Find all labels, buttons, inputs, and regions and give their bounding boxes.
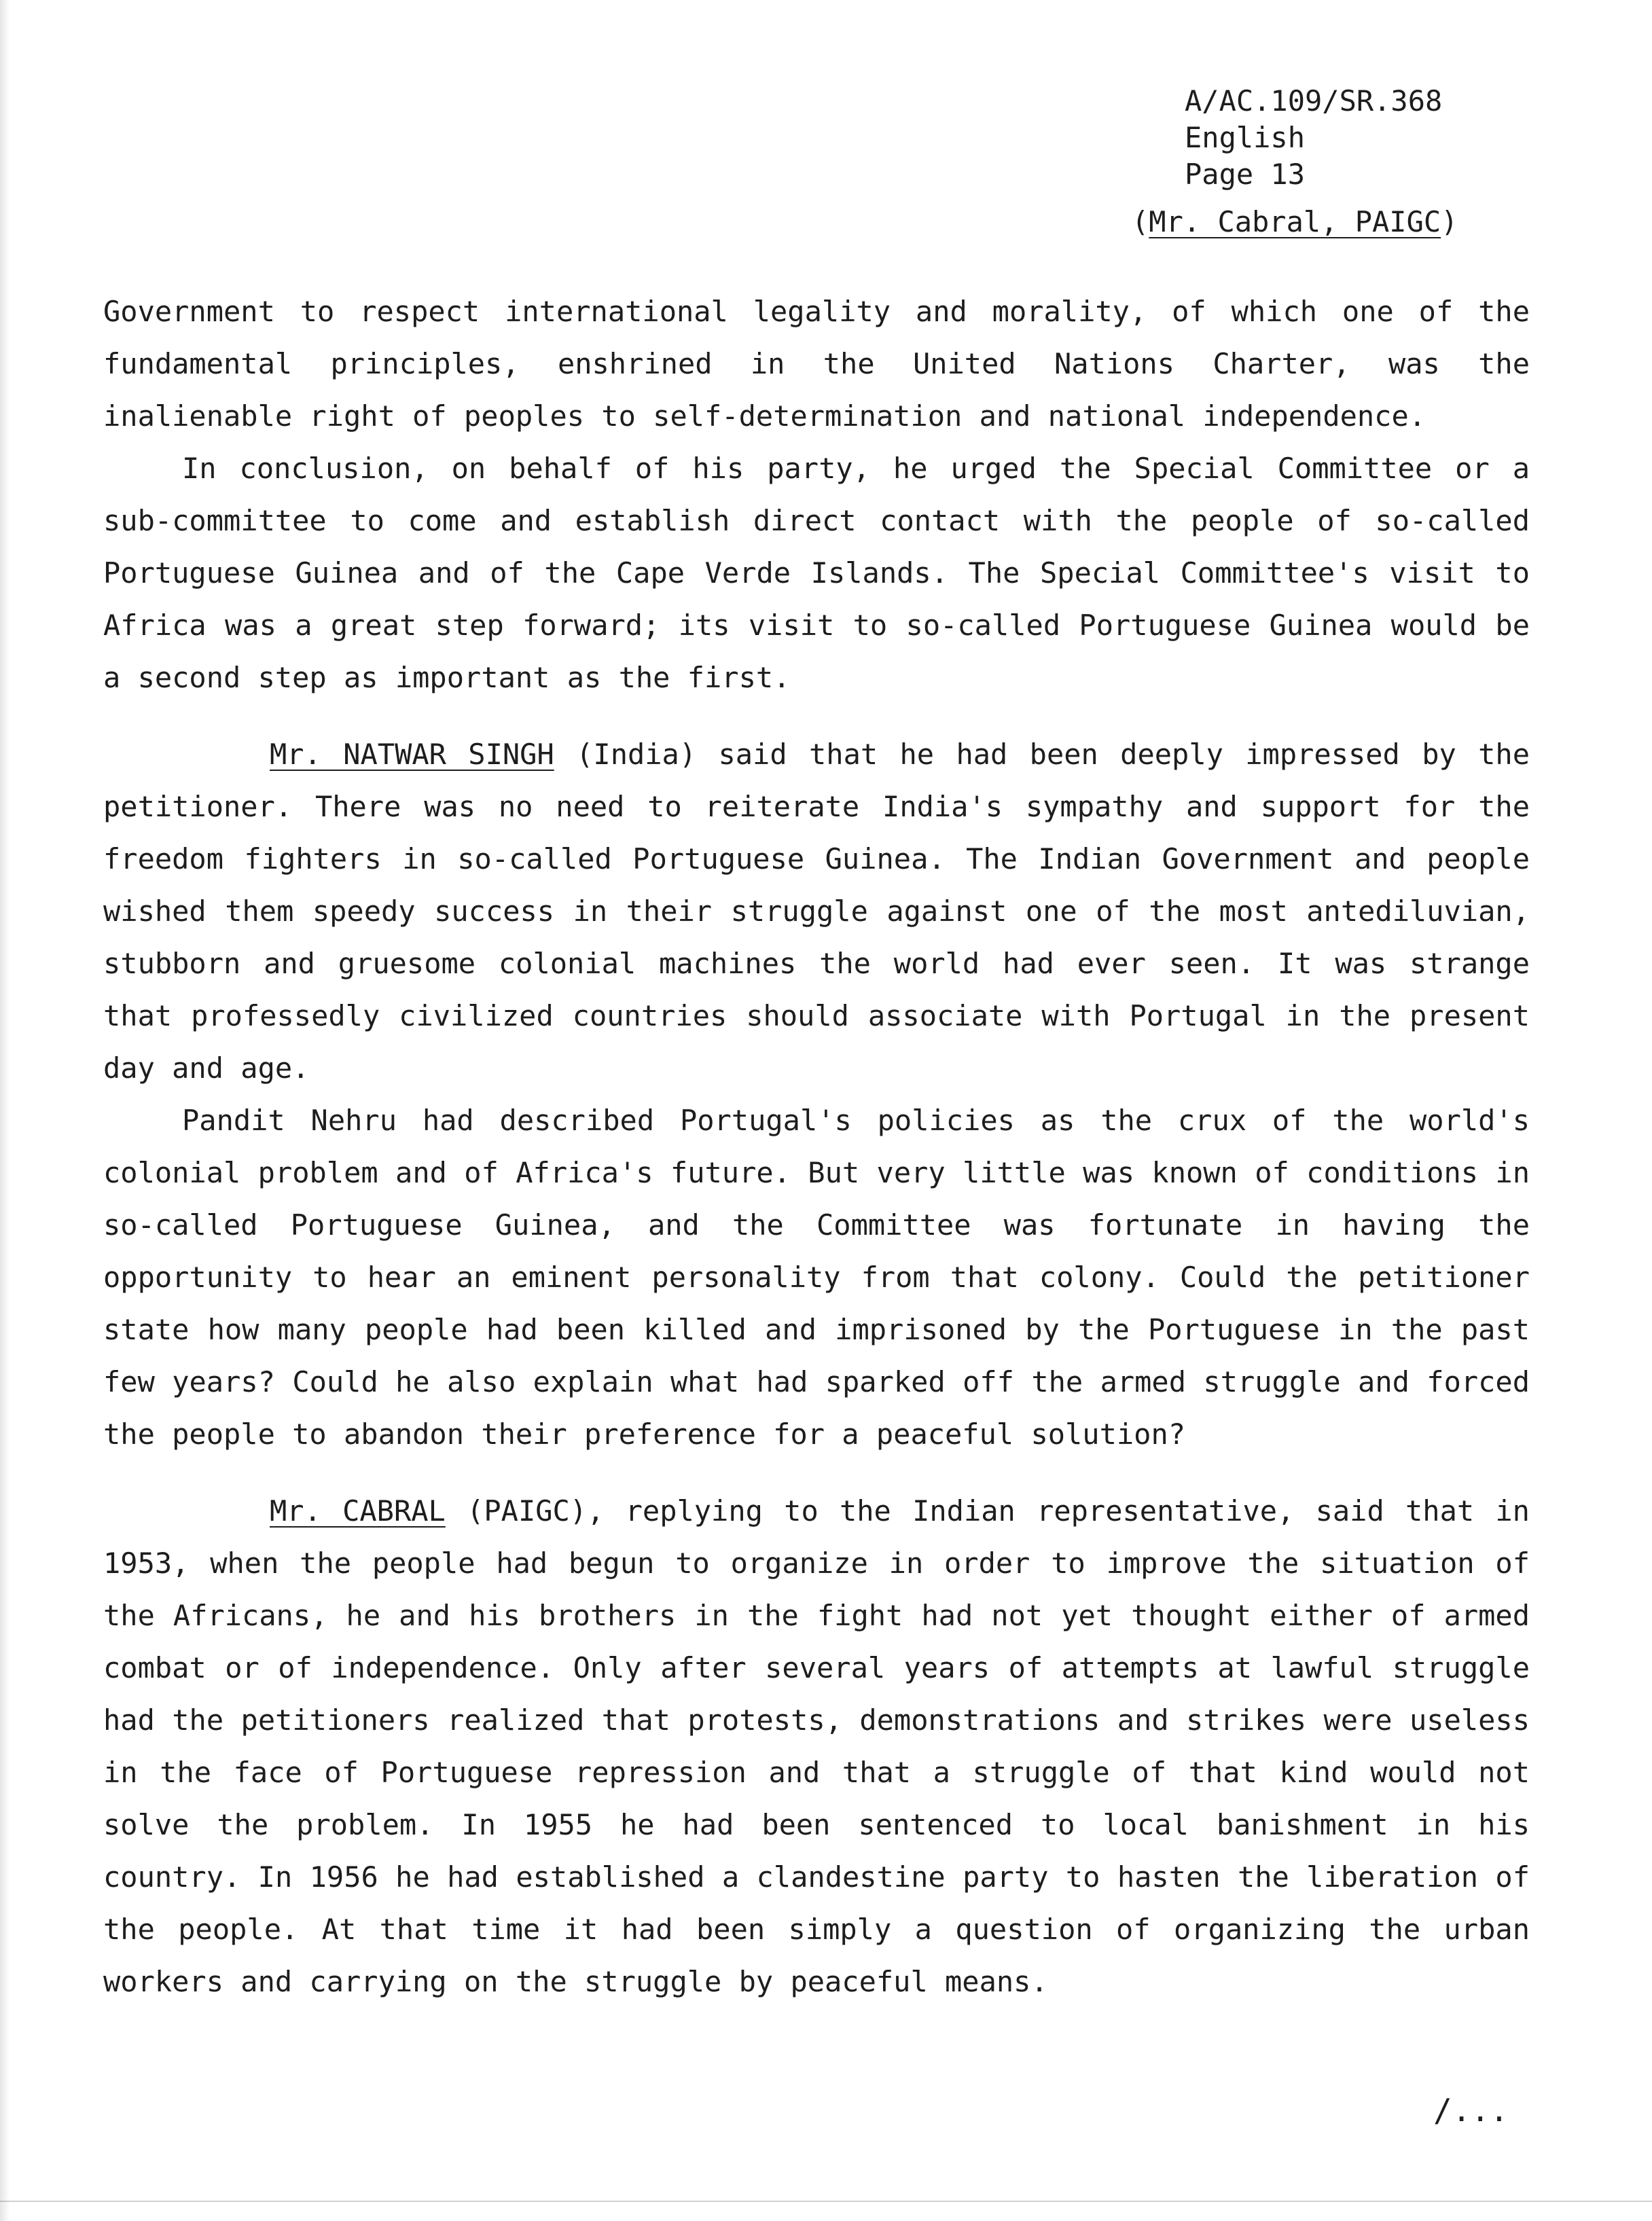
paragraph-5-text: (PAIGC), replying to the Indian representative, said that in 1953, when the people had begun to organize in order to improve the situation of the Africans, he and his brothers in the fight had not yet thought either of armed combat or of independence. Only after several years of attempts at lawful struggle had the petitioners realized that protests, demonstrations and strikes were useless in the face of Portuguese repression and that a struggle of that kind would not solve the problem. In 1955 he had been sentenced to local banishment in his country. In 1956 he had established a clandestine party to hasten the liberation of the people. At that time it had been simply a question of organizing the urban workers and carrying on the struggle by peaceful means.: [103, 1494, 1530, 1998]
speaker-tag-open: (: [1132, 205, 1149, 238]
speaker-tag-close: ): [1441, 205, 1458, 238]
paragraph-2: [103, 442, 1530, 704]
bottom-divider: [0, 2201, 1652, 2202]
document-symbol: A/AC.109/SR.368: [1185, 84, 1443, 118]
scan-edge-shadow: [0, 0, 10, 2221]
body-text: [103, 285, 1530, 2008]
paragraph-2-text: In conclusion, on behalf of his party, he urged the Special Committee or a sub-committee to come and establish direct contact with the people of so-called Portuguese Guinea and of the Cape Verde Islands. The Special Committee's visit to Africa was a great step forward; its visit to so-called Portuguese Guinea would be a second step as important as the first.: [103, 452, 1530, 694]
paragraph-4-text: Pandit Nehru had described Portugal's policies as the crux of the world's colonial problem and of Africa's future. But very little was known of conditions in so-called Portuguese Guinea, and the Committee was fortunate in having the opportunity to hear an eminent personality from that colony. Could the petitioner state how many people had been killed and imprisoned by the Portuguese in the past few years? Could he also explain what had sparked off the armed struggle and forced the people to abandon their preference for a peaceful solution?: [103, 1104, 1530, 1451]
paragraph-3-text: (India) said that he had been deeply impressed by the petitioner. There was no need to reiterate India's sympathy and support for the freedom fighters in so-called Portuguese Guinea. The Indian Government and people wished them speedy success in their struggle against one of the most antediluvian, stubborn and gruesome colonial machines the world had ever seen. It was strange that professedly civilized countries should associate with Portugal in the present day and age.: [103, 738, 1530, 1085]
speaker-tag: [1132, 204, 1458, 240]
speaker-natwar-singh: Mr. NATWAR SINGH: [270, 738, 554, 771]
document-header: [1185, 83, 1442, 193]
page-number: Page 13: [1185, 158, 1306, 191]
continuation-mark: /...: [1433, 2092, 1509, 2129]
paragraph-4: [103, 1094, 1530, 1460]
paragraph-1-text: Government to respect international legality and morality, of which one of the fundamental principles, enshrined in the United Nations Charter, was the inalienable right of peoples to self-determination and national independence.: [103, 295, 1530, 433]
paragraph-5: [103, 1485, 1530, 2008]
paragraph-1: [103, 285, 1530, 442]
document-language: English: [1185, 121, 1306, 154]
paragraph-3: [103, 728, 1530, 1094]
speaker-tag-name: Mr. Cabral, PAIGC: [1149, 205, 1441, 238]
speaker-cabral: Mr. CABRAL: [270, 1494, 446, 1528]
